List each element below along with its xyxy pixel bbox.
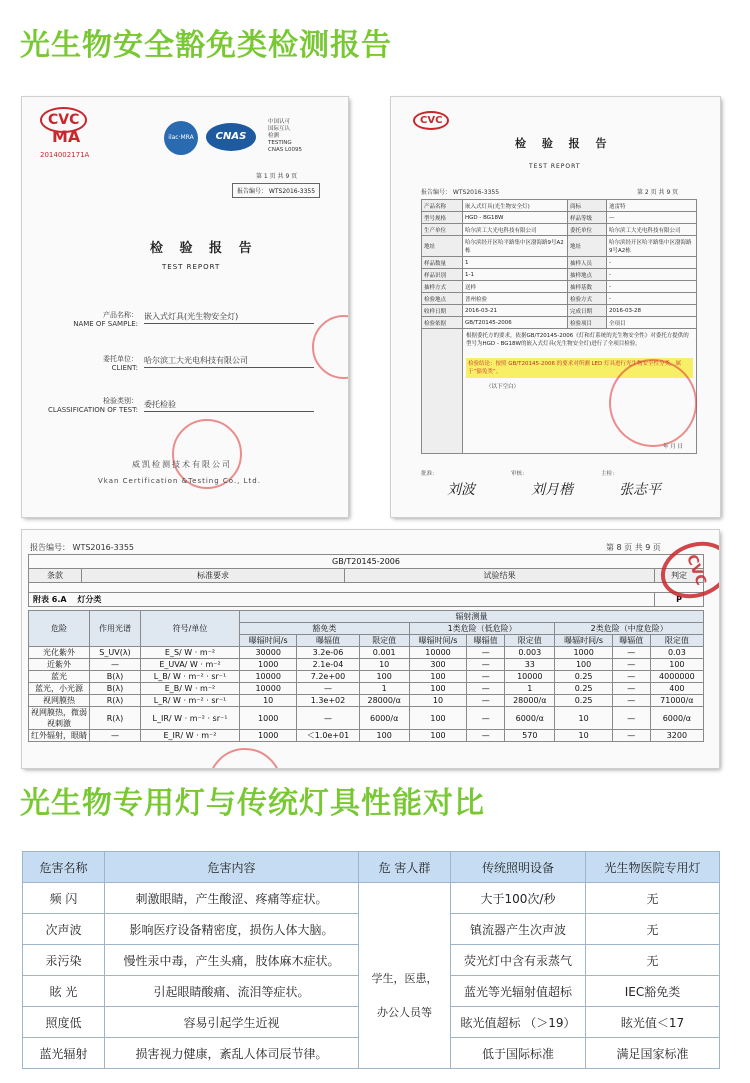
value-cell: —	[467, 671, 505, 683]
value-cell: —	[612, 707, 650, 730]
classification-value: 委托检验	[144, 399, 314, 412]
table-row	[29, 583, 704, 593]
blank-note: （以下空白）	[486, 384, 520, 390]
header-radiation: 辐射测量	[240, 611, 704, 623]
traditional-value: 低于国际标准	[451, 1038, 586, 1069]
cell: 哈尔滨经开区哈平路集中区渤海路 9号A2栋	[607, 236, 697, 257]
value-cell: 100	[650, 659, 703, 671]
review-label: 审核：	[511, 471, 528, 477]
section-title-comparison: 光生物专用灯与传统灯具性能对比	[20, 786, 485, 821]
value-cell: 2.1e-04	[297, 659, 359, 671]
value-cell: 0.25	[555, 695, 612, 707]
report-subtitle: TEST REPORT	[162, 263, 221, 271]
cell: 地址	[568, 236, 607, 257]
cell: 完成日期	[568, 305, 607, 317]
cell: 检验项目	[568, 317, 607, 329]
value-cell: B(λ)	[90, 671, 141, 683]
header-radiance: 曝辐值	[297, 635, 359, 647]
table-row	[422, 317, 697, 329]
value-cell: E_B/ W · m⁻²	[141, 683, 240, 695]
value-cell: —	[612, 695, 650, 707]
value-cell: —	[297, 707, 359, 730]
hazard-content: 影响医疗设备精密度，损伤人体大脑。	[105, 914, 359, 945]
hazard-cell: 蓝光，小光源	[29, 683, 90, 695]
header-time: 曝辐时间/s	[555, 635, 612, 647]
value-cell: —	[467, 683, 505, 695]
value-cell: 28000/α	[359, 695, 409, 707]
traditional-value: 蓝光等光辐射值超标	[451, 976, 586, 1007]
cell: 哈尔滨工大光电科技有限公司	[607, 224, 697, 236]
cell: 生产单位	[422, 224, 463, 236]
value-cell: 1000	[240, 730, 297, 742]
report-number: 报告编号： WTS2016-3355	[421, 189, 500, 196]
cell: 地址	[422, 236, 463, 257]
cell: -	[607, 257, 697, 269]
sample-value: 嵌入式灯具(光生物安全灯)	[144, 311, 314, 324]
cell: 哈尔滨工大光电科技有限公司	[463, 224, 568, 236]
sample-label	[52, 311, 138, 329]
value-cell: 100	[409, 707, 466, 730]
value-cell: 570	[505, 730, 555, 742]
cvc-logo-side: CVC	[653, 532, 719, 607]
cnas-line: 中国认可	[268, 119, 291, 125]
cnas-line: 国际互认	[268, 126, 291, 132]
table-row	[422, 269, 697, 281]
cnas-line: TESTING	[268, 140, 292, 146]
crowd-line: 办公人员等	[377, 1005, 432, 1019]
value-cell: 0.03	[650, 647, 703, 659]
value-cell: 1000	[240, 659, 297, 671]
value-cell: 6000/α	[505, 707, 555, 730]
header-time: 曝辐时间/s	[409, 635, 466, 647]
hazard-content: 容易引起学生近视	[105, 1007, 359, 1038]
cell: 型号规格	[422, 212, 463, 224]
hazard-name: 眩 光	[23, 976, 105, 1007]
spacer	[29, 583, 704, 593]
label-en: CLIENT:	[111, 364, 138, 372]
bio-lamp-value: IEC豁免类	[586, 976, 720, 1007]
value-cell: 10	[359, 659, 409, 671]
cell: 抽样地点	[568, 269, 607, 281]
hazard-cell: 光化紫外	[29, 647, 90, 659]
value-cell: 100	[409, 671, 466, 683]
cell: 普州检验	[463, 293, 568, 305]
table-row	[29, 659, 704, 671]
cell: HGD - BG18W	[463, 212, 568, 224]
cell: 检验依据	[422, 317, 463, 329]
cell: 全项目	[607, 317, 697, 329]
table-row	[29, 555, 704, 569]
value-cell: R(λ)	[90, 695, 141, 707]
header-bio-lamp: 光生物医院专用灯	[586, 852, 720, 883]
value-cell: E_S/ W · m⁻²	[141, 647, 240, 659]
header-limit: 限定值	[650, 635, 703, 647]
radiation-measurement-table	[28, 610, 704, 742]
value-cell: 7.2e+00	[297, 671, 359, 683]
issuer-name-en: Vkan Certification &Testing Co., Ltd.	[98, 477, 261, 485]
table-row	[422, 236, 697, 257]
value-cell: —	[467, 647, 505, 659]
value-cell: 300	[409, 659, 466, 671]
value-cell: B(λ)	[90, 683, 141, 695]
hazard-name: 蓝光辐射	[23, 1038, 105, 1069]
value-cell: 100	[359, 730, 409, 742]
col-item: 条款	[29, 569, 82, 583]
header-radiance: 曝辐值	[612, 635, 650, 647]
hazard-name: 照度低	[23, 1007, 105, 1038]
value-cell: —	[90, 730, 141, 742]
value-cell: 3.2e-06	[297, 647, 359, 659]
value-cell: 6000/α	[359, 707, 409, 730]
table-row	[29, 683, 704, 695]
value-cell: R(λ)	[90, 707, 141, 730]
inspector-label: 主检：	[601, 471, 618, 477]
value-cell: 3200	[650, 730, 703, 742]
value-cell: 1	[359, 683, 409, 695]
cvc-logo: CVC	[40, 107, 87, 133]
hazard-name: 次声波	[23, 914, 105, 945]
hazard-cell: 近紫外	[29, 659, 90, 671]
value-cell: 100	[555, 659, 612, 671]
table-row	[23, 883, 720, 914]
col-requirement: 标准要求	[82, 569, 345, 583]
value-cell: 4000000	[650, 671, 703, 683]
page-number: 第 1 页 共 9 页	[256, 173, 298, 180]
table-row	[422, 305, 697, 317]
cell: 检验方式	[568, 293, 607, 305]
value-cell: E_IR/ W · m⁻²	[141, 730, 240, 742]
col-result: 试验结果	[345, 569, 655, 583]
client-label	[52, 355, 138, 373]
value-cell: 1000	[555, 647, 612, 659]
header-radiance: 曝辐值	[467, 635, 505, 647]
cell: 抽样基数	[568, 281, 607, 293]
report-data-page	[22, 530, 719, 768]
cell: 迪雷特	[607, 200, 697, 212]
header-hazard: 危险	[29, 611, 90, 647]
cnas-logo: CNAS	[206, 123, 256, 151]
report-title: 检 验 报 告	[150, 241, 258, 256]
cell: GB/T20145-2006	[463, 317, 568, 329]
label-cn: 检验类别：	[103, 397, 138, 405]
report-cover-page	[22, 97, 348, 517]
cell: 委托单位	[568, 224, 607, 236]
bio-lamp-value: 满足国家标准	[586, 1038, 720, 1069]
value-cell: —	[467, 730, 505, 742]
value-cell: 400	[650, 683, 703, 695]
cell: 收样日期	[422, 305, 463, 317]
hazard-name: 频 闪	[23, 883, 105, 914]
issue-date: 年 月 日	[663, 444, 683, 450]
bio-lamp-value: 无	[586, 945, 720, 976]
cell: 抽样方式	[422, 281, 463, 293]
signature-inspector: 张志平	[619, 482, 661, 498]
header-exempt: 豁免类	[240, 623, 410, 635]
value-cell: 100	[409, 730, 466, 742]
hazard-content: 刺激眼睛，产生酸涩、疼痛等症状。	[105, 883, 359, 914]
page-number: 第 8 页 共 9 页	[606, 543, 661, 552]
value-cell: 0.25	[555, 683, 612, 695]
signature-labels	[421, 469, 697, 477]
annex-name: 灯分类	[77, 595, 102, 604]
value-cell: —	[612, 671, 650, 683]
cvc-logo: CVC	[413, 111, 449, 130]
value-cell: 30000	[240, 647, 297, 659]
value-cell: 10	[555, 730, 612, 742]
value-cell: —	[467, 707, 505, 730]
table-row	[29, 593, 704, 607]
value-cell: —	[612, 683, 650, 695]
cell: 产品名称	[422, 200, 463, 212]
header-time: 曝辐时间/s	[240, 635, 297, 647]
standard-code: GB/T20145-2006	[29, 555, 704, 569]
table-row	[422, 212, 697, 224]
comparison-table	[22, 851, 720, 1069]
value-cell: —	[467, 695, 505, 707]
cell: -	[607, 281, 697, 293]
hazard-content: 慢性汞中毒，产生头痛，肢体麻木症状。	[105, 945, 359, 976]
col-verdict: 判定	[655, 569, 704, 583]
value-cell: 10000	[240, 683, 297, 695]
crowd-line: 学生，医患，	[371, 971, 438, 985]
traditional-value: 镇流器产生次声波	[451, 914, 586, 945]
value-cell: —	[612, 730, 650, 742]
cell	[422, 329, 463, 454]
table-row	[29, 671, 704, 683]
value-cell: 6000/α	[650, 707, 703, 730]
bio-lamp-value: 无	[586, 883, 720, 914]
cell: 哈尔滨经开区哈平路集中区渤海路9号A2栋	[463, 236, 568, 257]
signature-approver: 刘波	[447, 482, 475, 498]
cell: 检验地点	[422, 293, 463, 305]
cell: 样品数量	[422, 257, 463, 269]
cnas-text	[268, 119, 302, 154]
cell: 送样	[463, 281, 568, 293]
cell: 样品等级	[568, 212, 607, 224]
ilac-mra-logo: ilac·MRA	[164, 121, 198, 155]
approve-label: 批准：	[421, 471, 438, 477]
table-row	[422, 293, 697, 305]
value-cell: —	[297, 683, 359, 695]
value-cell: 100	[359, 671, 409, 683]
section-title-reports: 光生物安全豁免类检测报告	[20, 28, 392, 63]
bio-lamp-value: 眩光值＜17	[586, 1007, 720, 1038]
hazard-content: 引起眼睛酸痛、流泪等症状。	[105, 976, 359, 1007]
cnas-line: CNAS L0095	[268, 147, 303, 153]
red-seal-stamp	[609, 359, 697, 447]
value-cell: —	[612, 647, 650, 659]
table-row	[29, 647, 704, 659]
value-cell: E_UVA/ W · m⁻²	[141, 659, 240, 671]
annex-title	[29, 593, 655, 607]
report-subtitle: TEST REPORT	[529, 163, 581, 170]
value-cell: —	[90, 659, 141, 671]
report-number: 报告编号： WTS2016-3355	[232, 183, 320, 198]
traditional-value: 眩光值超标 （＞19）	[451, 1007, 586, 1038]
cell: 2016-03-21	[463, 305, 568, 317]
header-limit: 限定值	[505, 635, 555, 647]
label-cn: 产品名称：	[103, 311, 138, 319]
value-cell: —	[467, 659, 505, 671]
cell: -	[607, 293, 697, 305]
red-seal-stamp-edge	[312, 315, 348, 379]
value-cell: 71000/α	[650, 695, 703, 707]
conclusion-highlight: 检验结论：按照 GB/T20145-2006 的要求对所测 LED 灯具进行光生物安全性分类，属于“豁免类”。	[466, 358, 693, 378]
cell: 样品识别	[422, 269, 463, 281]
table-row	[422, 281, 697, 293]
header-hazard-content: 危害内容	[105, 852, 359, 883]
header-crowd: 危 害人群	[359, 852, 451, 883]
cnas-line: 检测	[268, 133, 280, 139]
report-summary-page	[391, 97, 720, 517]
table-row	[29, 611, 704, 623]
conclusion-note: 根据委托方的要求，依据GB/T20145-2006《灯和灯系统的光生物安全性》对委托方提供的型号为HGD - BG18W的嵌入式灯具(光生物安全灯)进行了全项目检验。	[466, 333, 689, 347]
table-row	[29, 569, 704, 583]
crowd-cell	[359, 883, 451, 1069]
header-limit: 限定值	[359, 635, 409, 647]
hazard-content: 损害视力健康，紊乱人体司辰节律。	[105, 1038, 359, 1069]
report-title: 检 验 报 告	[515, 137, 613, 150]
label-en: NAME OF SAMPLE:	[73, 320, 138, 328]
label-en: CLASSIFICATION OF TEST:	[48, 406, 138, 414]
value-cell: 1000	[240, 707, 297, 730]
table-body	[29, 647, 704, 742]
value-cell: 1.3e+02	[297, 695, 359, 707]
traditional-value: 大于100次/秒	[451, 883, 586, 914]
value-cell: 10000	[240, 671, 297, 683]
value-cell: —	[612, 659, 650, 671]
table-row	[29, 707, 704, 730]
value-cell: L_B/ W · m⁻² · sr⁻¹	[141, 671, 240, 683]
table-row	[422, 224, 697, 236]
hazard-cell: 红外辐射，眼睛	[29, 730, 90, 742]
traditional-value: 荧光灯中含有汞蒸气	[451, 945, 586, 976]
issuer-name-cn: 威凯检测技术有限公司	[132, 460, 232, 469]
header-class2: 2类危险（中度危险）	[555, 623, 704, 635]
value-cell: 10000	[505, 671, 555, 683]
table-header-row	[23, 852, 720, 883]
cell: -	[607, 269, 697, 281]
report-number: 报告编号： WTS2016-3355	[30, 543, 135, 552]
hazard-name: 汞污染	[23, 945, 105, 976]
header-class1: 1类危险（低危险）	[409, 623, 555, 635]
value-cell: 10	[240, 695, 297, 707]
cell: 2016-03-28	[607, 305, 697, 317]
hazard-cell: 视网膜热	[29, 695, 90, 707]
signature-reviewer: 刘月楷	[531, 482, 573, 498]
value-cell: 1	[505, 683, 555, 695]
verdict-pass: P	[655, 593, 704, 607]
header-traditional: 传统照明设备	[451, 852, 586, 883]
cell: 商标	[568, 200, 607, 212]
cma-logo: MA	[52, 127, 81, 146]
cell: 1	[463, 257, 568, 269]
hazard-cell: 蓝光	[29, 671, 90, 683]
value-cell: 0.25	[555, 671, 612, 683]
value-cell: ＜1.0e+01	[297, 730, 359, 742]
value-cell: 0.001	[359, 647, 409, 659]
value-cell: L_IR/ W · m⁻² · sr⁻¹	[141, 707, 240, 730]
page-number: 第 2 页 共 9 页	[637, 189, 679, 196]
header-symbol: 符号/单位	[141, 611, 240, 647]
table-row	[29, 695, 704, 707]
bio-lamp-value: 无	[586, 914, 720, 945]
hazard-cell: 视网膜热，微弱视刺激	[29, 707, 90, 730]
value-cell: 10	[555, 707, 612, 730]
table-row	[29, 730, 704, 742]
annex-number: 附表 6.A	[33, 595, 67, 604]
value-cell: 0.003	[505, 647, 555, 659]
value-cell: 28000/α	[505, 695, 555, 707]
value-cell: 10000	[409, 647, 466, 659]
classification-label	[32, 397, 138, 415]
cell: 抽样人员	[568, 257, 607, 269]
standard-header-table	[28, 554, 704, 607]
cma-cert-number: 2014002171A	[40, 151, 90, 159]
cell: 嵌入式灯具(光生物安全灯)	[463, 200, 568, 212]
value-cell: S_UV(λ)	[90, 647, 141, 659]
value-cell: 10	[409, 695, 466, 707]
cell: 1-1	[463, 269, 568, 281]
label-cn: 委托单位：	[103, 355, 138, 363]
table-row	[422, 200, 697, 212]
client-value: 哈尔滨工大光电科技有限公司	[144, 355, 314, 368]
value-cell: 33	[505, 659, 555, 671]
table-row	[422, 257, 697, 269]
cell: —	[607, 212, 697, 224]
header-spectrum: 作用光谱	[90, 611, 141, 647]
value-cell: 100	[409, 683, 466, 695]
header-hazard-name: 危害名称	[23, 852, 105, 883]
value-cell: L_R/ W · m⁻² · sr⁻¹	[141, 695, 240, 707]
red-seal-stamp	[208, 748, 282, 768]
